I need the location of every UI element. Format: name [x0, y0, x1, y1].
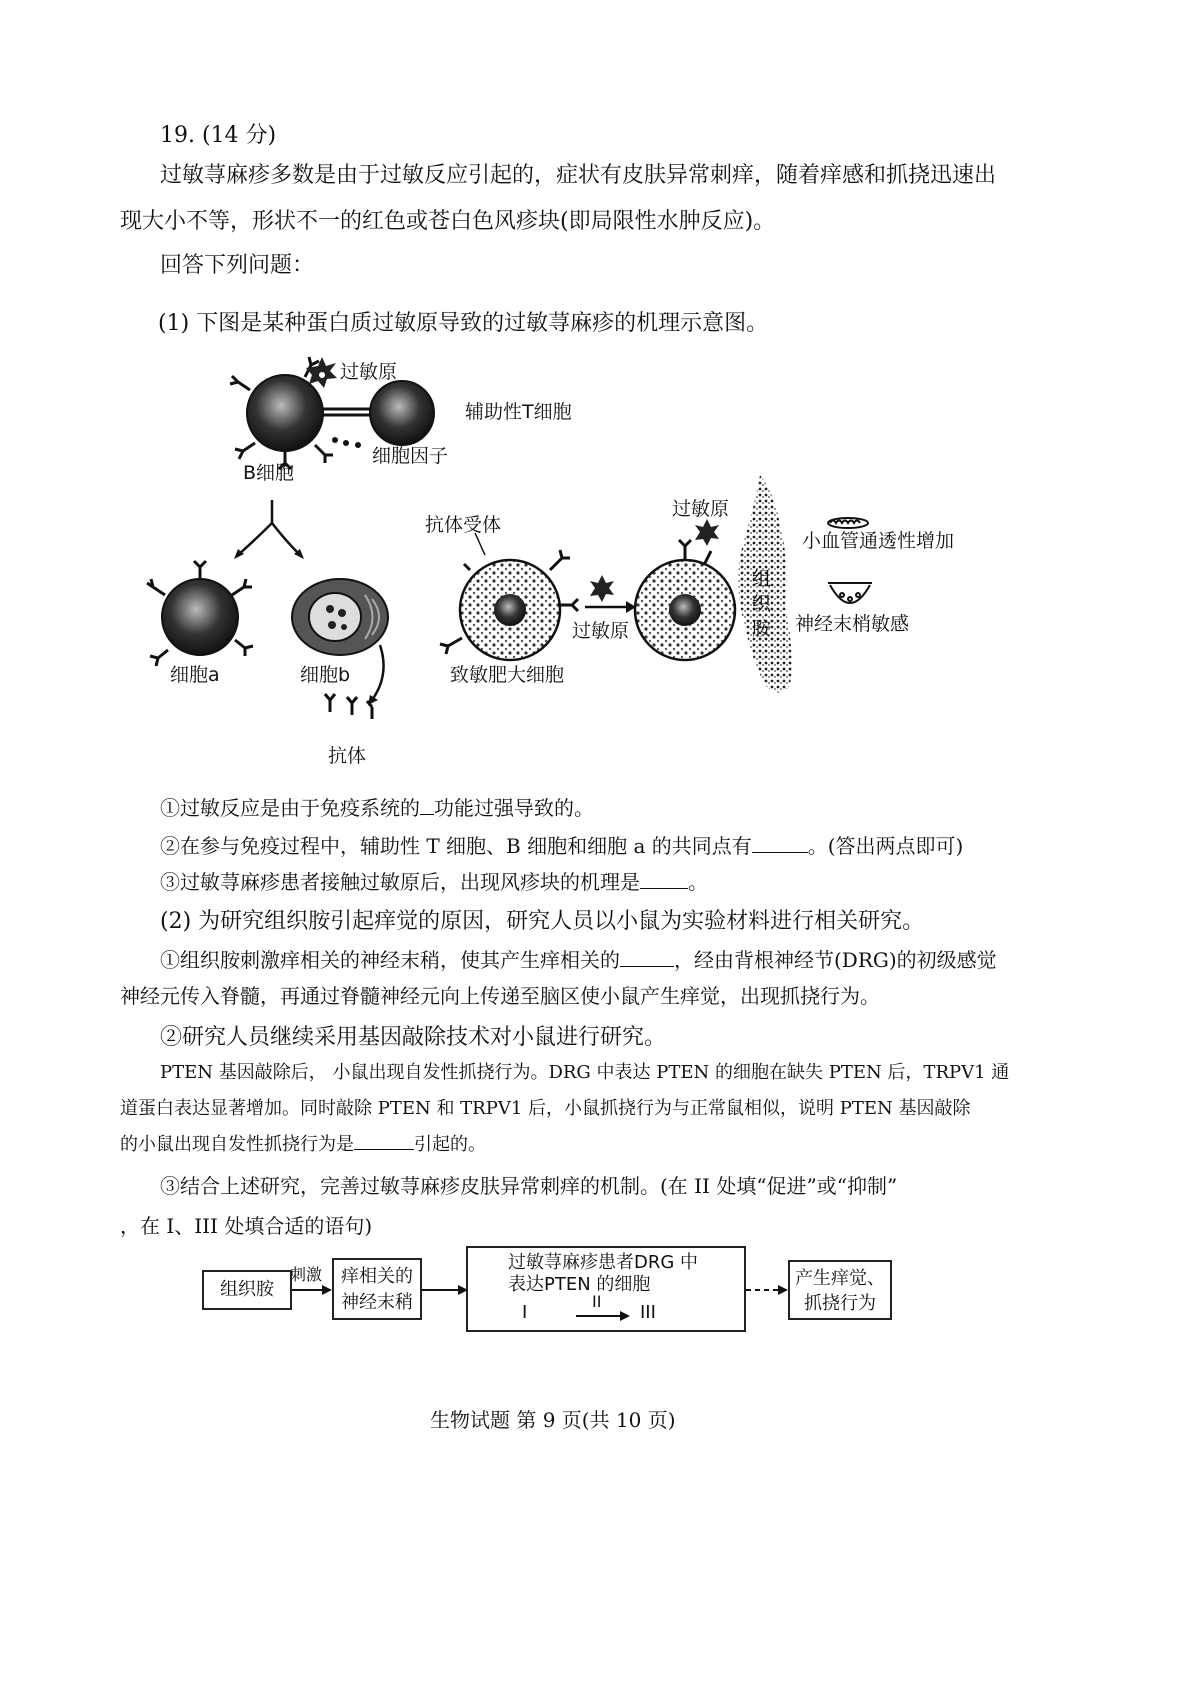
- histamine-label-1: 组: [752, 568, 772, 590]
- histamine-label-3: 胺: [752, 618, 772, 640]
- p1-q2-blank[interactable]: [752, 834, 808, 853]
- p2-q1-text-a: ①组织胺刺激痒相关的神经末稍，使其产生痒相关的: [160, 948, 620, 972]
- p1-q3-blank[interactable]: [640, 870, 688, 889]
- part1-title: (1) 下图是某种蛋白质过敏原导致的过敏荨麻疹的机理示意图。: [158, 311, 769, 336]
- cytokine-label: 细胞因子: [372, 445, 449, 467]
- antibody-shapes: [325, 694, 372, 719]
- b-cell-label: B细胞: [243, 462, 295, 484]
- antibody-receptor-label: 抗体受体: [425, 514, 502, 536]
- p2-q1-line2: 神经元传入脊髓，再通过脊髓神经元向上传递至脑区使小鼠产生痒觉，出现抓挠行为。: [120, 984, 880, 1008]
- allergen-top-label: 过敏原: [672, 498, 730, 520]
- part2-title: (2) 为研究组织胺引起痒觉的原因，研究人员以小鼠为实验材料进行相关研究。: [160, 909, 925, 934]
- flow-box-histamine: 组织胺: [202, 1270, 292, 1310]
- flow-box-nerve-ending: 痒相关的 神经末稍: [332, 1258, 422, 1320]
- p2-q1-blank[interactable]: [620, 948, 674, 967]
- helper-t-label: 辅助性T细胞: [465, 401, 572, 423]
- histamine-label-2: 织: [752, 593, 772, 615]
- flow-arrow-1: [292, 1280, 332, 1300]
- p1-q3-text-a: ③过敏荨麻疹患者接触过敏原后，出现风疹块的机理是: [160, 870, 640, 894]
- degranulating-mast-cell-shape: [635, 540, 735, 660]
- capillary-icon: [828, 518, 868, 528]
- flow-arrow1-label: 刺激: [290, 1265, 323, 1284]
- allergy-mechanism-figure: [140, 355, 980, 775]
- flow-mark-ii[interactable]: II: [592, 1292, 602, 1311]
- flow-arrow-3: [746, 1280, 788, 1300]
- cell-a-shape: [147, 561, 253, 666]
- cell-b-label: 细胞b: [300, 664, 351, 686]
- p1-q3: [160, 866, 708, 895]
- p1-q2-text-b: 。(答出两点即可): [807, 834, 964, 858]
- p1-q1-blank[interactable]: [420, 796, 434, 815]
- flow-box-drg-cells: 过敏荨麻疹患者DRG 中 表达PTEN 的细胞 I II III: [466, 1246, 746, 1332]
- p2-q3-line1: ③结合上述研究，完善过敏荨麻疹皮肤异常刺痒的机制。(在 II 处填“促进”或“抑制”: [160, 1174, 898, 1198]
- p2-q2-text-a: 的小鼠出现自发性抓挠行为是: [120, 1134, 354, 1155]
- p2-q2-title: ②研究人员继续采用基因敲除技术对小鼠进行研究。: [160, 1025, 667, 1050]
- intro-line-2: 现大小不等，形状不一的红色或苍白色风疹块(即局限性水肿反应)。: [120, 209, 776, 234]
- p2-q2-line2: 道蛋白表达显著增加。同时敲除 PTEN 和 TRPV1 后，小鼠抓挠行为与正常鼠相似，说明 PTEN 基因敲除: [120, 1098, 971, 1119]
- p2-q1-text-b: ，经由背根神经节(DRG)的初级感觉: [674, 948, 997, 972]
- capillary-label: 小血管通透性增加: [802, 530, 955, 552]
- p1-q1: [160, 792, 594, 821]
- prompt: 回答下列问题：: [160, 253, 315, 278]
- nerve-label: 神经末梢敏感: [795, 613, 910, 635]
- p1-q3-text-b: 。: [688, 870, 708, 894]
- intro-line-1: 过敏荨麻疹多数是由于过敏反应引起的，症状有皮肤异常刺痒，随着痒感和抓挠迅速出: [160, 163, 997, 188]
- nerve-ending-icon: [828, 583, 872, 603]
- allergen-label: 过敏原: [340, 361, 398, 383]
- cell-a-label: 细胞a: [170, 664, 220, 686]
- sensitized-mast-cell-shape: [440, 550, 578, 660]
- flow-box-result: 产生痒觉、 抓挠行为: [788, 1260, 892, 1320]
- p1-q1-text-a: ①过敏反应是由于免疫系统的: [160, 796, 420, 820]
- p2-q2-line3: [120, 1130, 486, 1156]
- p2-q2-text-b: 引起的。: [414, 1134, 486, 1155]
- p2-q3-line2: ，在 I、III 处填合适的语句): [120, 1214, 373, 1238]
- flow-mark-iii[interactable]: III: [640, 1302, 656, 1323]
- cell-b-shape: [292, 579, 388, 655]
- page-footer: 生物试题 第 9 页(共 10 页): [430, 1408, 676, 1432]
- flow-arrow-2: [422, 1280, 468, 1300]
- p2-q2-blank[interactable]: [354, 1131, 414, 1150]
- question-number: 19. (14 分): [160, 123, 277, 148]
- p1-q2-text-a: ②在参与免疫过程中，辅助性 T 细胞、B 细胞和细胞 a 的共同点有: [160, 834, 752, 858]
- antibody-label: 抗体: [328, 745, 367, 767]
- p2-q2-line1: PTEN 基因敲除后， 小鼠出现自发性抓挠行为。DRG 中表达 PTEN 的细胞在缺失 PTEN 后，TRPV1 通: [160, 1062, 1010, 1083]
- p1-q2: [160, 830, 963, 859]
- allergen-arrow-label: 过敏原: [572, 620, 630, 642]
- p2-q1-line1: [160, 944, 997, 973]
- p1-q1-text-b: 功能过强导致的。: [434, 796, 594, 820]
- helper-t-cell-shape: [370, 381, 434, 445]
- sensitized-mast-label: 致敏肥大细胞: [450, 664, 565, 686]
- flow-mark-i[interactable]: I: [522, 1302, 528, 1323]
